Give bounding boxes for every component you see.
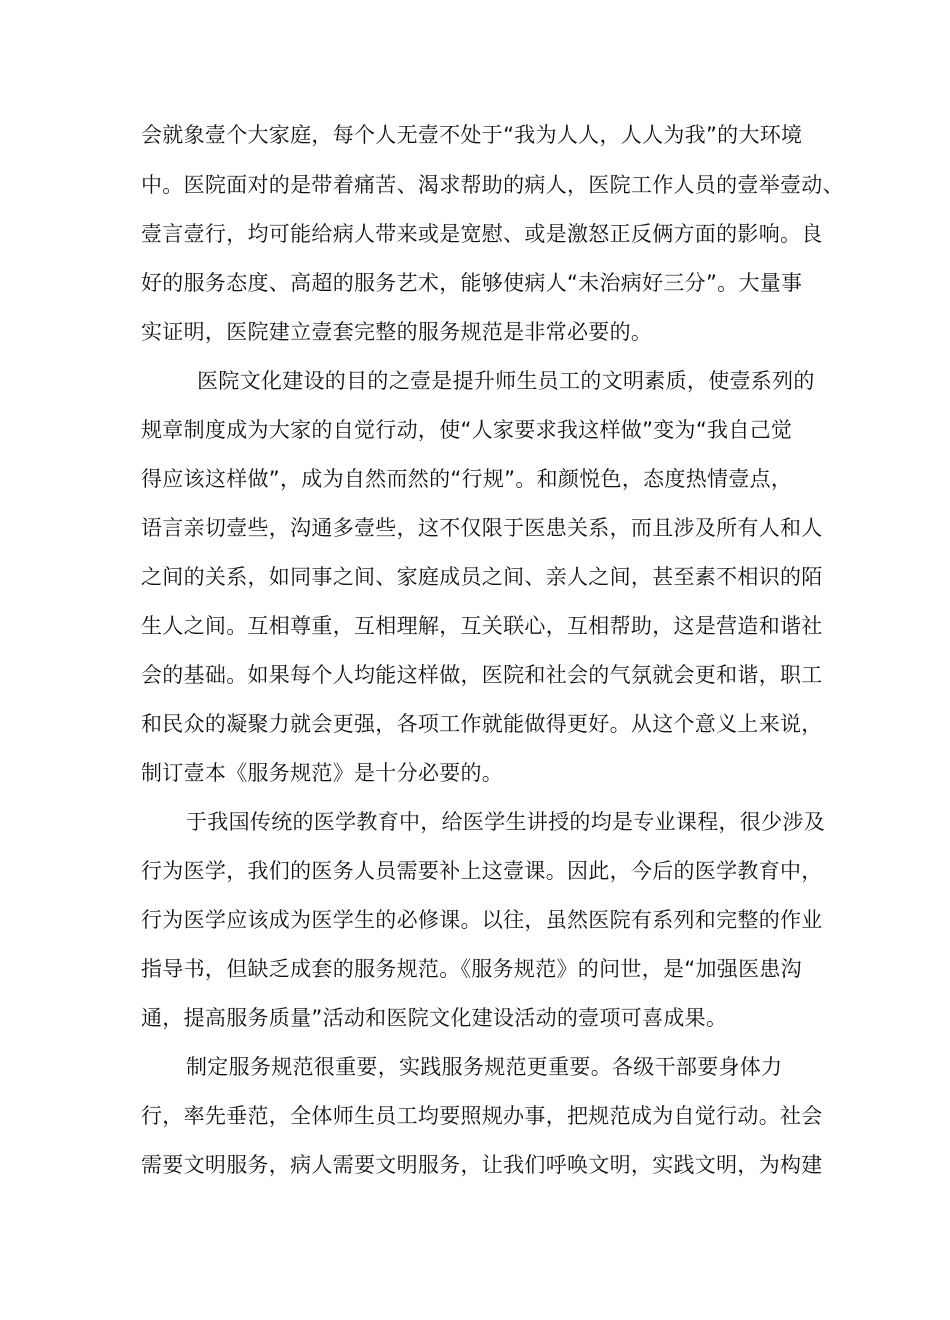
text-line: 语言亲切壹些，沟通多壹些，这不仅限于医患关系，而且涉及所有人和人	[141, 516, 823, 540]
text-line: 行为医学，我们的医务人员需要补上这壹课。因此，今后的医学教育中，	[141, 859, 823, 883]
text-line: 实证明，医院建立壹套完整的服务规范是非常必要的。	[141, 320, 653, 344]
text-line: 和民众的凝聚力就会更强，各项工作就能做得更好。从这个意义上来说，	[141, 712, 823, 736]
text-line: 中。医院面对的是带着痛苦、渴求帮助的病人，医院工作人员的壹举壹动、	[141, 173, 844, 197]
text-line: 行，率先垂范，全体师生员工均要照规办事，把规范成为自觉行动。社会	[141, 1104, 823, 1128]
text-line: 通，提高服务质量”活动和医院文化建设活动的壹项可喜成果。	[141, 1006, 728, 1030]
text-line: 得应该这样做”，成为自然而然的“行规”。和颜悦色，态度热情壹点，	[141, 467, 793, 491]
text-line: 于我国传统的医学教育中，给医学生讲授的均是专业课程，很少涉及	[186, 810, 825, 834]
text-line: 生人之间。互相尊重，互相理解，互关联心，互相帮助，这是营造和谐社	[141, 614, 823, 638]
text-line: 制订壹本《服务规范》是十分必要的。	[141, 761, 504, 785]
text-line: 之间的关系，如同事之间、家庭成员之间、亲人之间，甚至素不相识的陌	[141, 565, 823, 589]
text-line: 会就象壹个大家庭，每个人无壹不处于“我为人人，人人为我”的大环境	[141, 123, 803, 147]
text-line: 规章制度成为大家的自觉行动，使“人家要求我这样做”变为“我自己觉	[141, 418, 793, 442]
text-line: 壹言壹行，均可能给病人带来或是宽慰、或是激怒正反俩方面的影响。良	[141, 222, 823, 246]
text-line: 医院文化建设的目的之壹是提升师生员工的文明素质，使壹系列的	[197, 369, 815, 393]
text-line: 行为医学应该成为医学生的必修课。以往，虽然医院有系列和完整的作业	[141, 908, 823, 932]
text-line: 制定服务规范很重要，实践服务规范更重要。各级干部要身体力	[186, 1055, 783, 1079]
text-line: 指导书，但缺乏成套的服务规范。《服务规范》的问世，是“加强医患沟	[141, 957, 802, 981]
text-line: 需要文明服务，病人需要文明服务，让我们呼唤文明，实践文明，为构建	[141, 1153, 823, 1177]
text-line: 好的服务态度、高超的服务艺术，能够使病人“未治病好三分”。大量事	[141, 271, 803, 295]
text-line: 会的基础。如果每个人均能这样做，医院和社会的气氛就会更和谐，职工	[141, 663, 823, 687]
